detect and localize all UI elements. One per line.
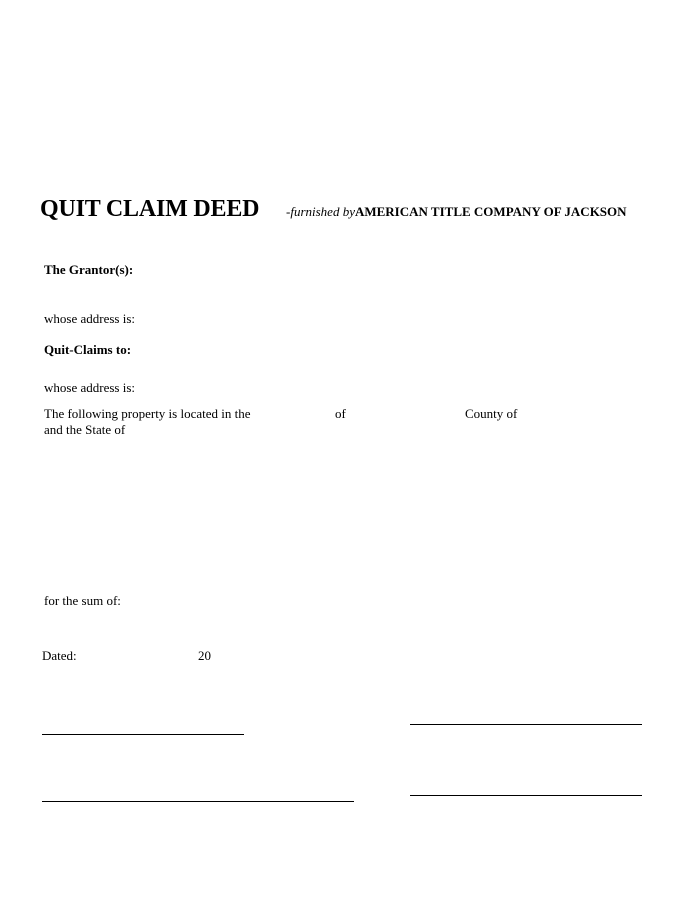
signature-line-grantor-2 [410,724,642,725]
signature-line-grantor-3 [42,801,354,802]
grantor-address-label: whose address is: [44,311,135,326]
property-location-text: The following property is located in the [44,406,251,421]
property-of-text: of [335,406,346,421]
property-state-text: and the State of [44,422,126,437]
document-title: QUIT CLAIM DEED [40,196,260,222]
grantee-label: Quit-Claims to: [44,342,132,357]
furnished-by-line [286,204,627,220]
grantor-label: The Grantor(s): [44,262,134,277]
company-name: AMERICAN TITLE COMPANY OF JACKSON [354,204,627,219]
property-county-text: County of [465,406,518,421]
signature-line-grantor-1 [42,734,244,735]
dated-label: Dated: [42,648,77,663]
furnished-by-text: -furnished by [286,204,355,219]
sum-label: for the sum of: [44,593,121,608]
grantee-address-label: whose address is: [44,380,135,395]
signature-line-grantor-4 [410,795,642,796]
dated-year: 20 [198,648,211,663]
